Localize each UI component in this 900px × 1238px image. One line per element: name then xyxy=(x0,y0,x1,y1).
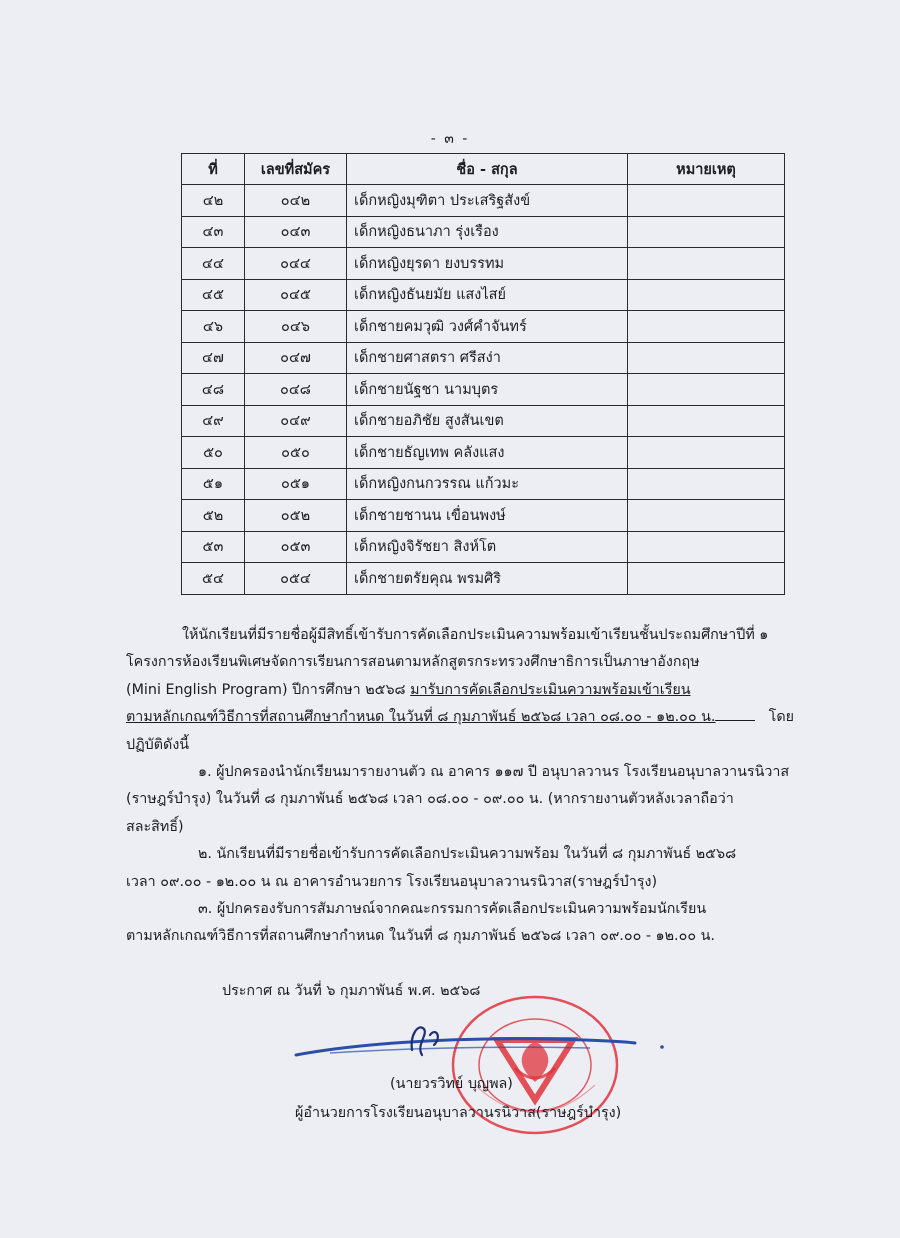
text-underlined: มารับการคัดเลือกประเมินความพร้อมเข้าเรียน xyxy=(410,681,691,698)
cell-remark xyxy=(628,500,785,532)
table-row xyxy=(182,563,785,595)
cell-no: ๔๔ xyxy=(182,248,245,280)
table-row xyxy=(182,374,785,406)
list-item: ๑. ผู้ปกครองนำนักเรียนมารายงานตัว ณ อาคาร ๑๑๗ ปี อนุบาลวานร โรงเรียนอนุบาลวานรนิวาส xyxy=(198,764,790,781)
header-application-no: เลขที่สมัคร xyxy=(245,154,347,185)
page-number: - ๓ - xyxy=(430,131,470,147)
cell-no: ๕๔ xyxy=(182,563,245,595)
cell-application-no: ๐๕๐ xyxy=(245,437,347,469)
cell-full-name: เด็กหญิงกนกวรรณ แก้วมะ xyxy=(347,468,628,500)
list-item-continued: สละสิทธิ์) xyxy=(126,818,184,835)
cell-remark xyxy=(628,468,785,500)
cell-full-name: เด็กชายศาสตรา ศรีสง่า xyxy=(347,342,628,374)
list-item: ๓. ผู้ปกครองรับการสัมภาษณ์จากคณะกรรมการคัดเลือกประเมินความพร้อมนักเรียน xyxy=(198,901,707,918)
cell-application-no: ๐๕๒ xyxy=(245,500,347,532)
cell-no: ๔๓ xyxy=(182,216,245,248)
table-row xyxy=(182,468,785,500)
cell-remark xyxy=(628,311,785,343)
cell-no: ๔๗ xyxy=(182,342,245,374)
cell-no: ๕๑ xyxy=(182,468,245,500)
paragraph-line: ปฏิบัติดังนี้ xyxy=(126,736,190,753)
cell-full-name: เด็กหญิงธันยมัย แสงไสย์ xyxy=(347,279,628,311)
cell-application-no: ๐๔๖ xyxy=(245,311,347,343)
cell-full-name: เด็กชายคมวุฒิ วงศ์คำจันทร์ xyxy=(347,311,628,343)
announcement-date: ประกาศ ณ วันที่ ๖ กุมภาพันธ์ พ.ศ. ๒๕๖๘ xyxy=(222,983,481,999)
table-row xyxy=(182,279,785,311)
cell-no: ๕๐ xyxy=(182,437,245,469)
cell-full-name: เด็กหญิงยุรดา ยงบรรทม xyxy=(347,248,628,280)
signer-name: (นายวรวิทย์ บุญพล) xyxy=(390,1076,513,1092)
cell-full-name: เด็กหญิงธนาภา รุ่งเรือง xyxy=(347,216,628,248)
cell-application-no: ๐๕๔ xyxy=(245,563,347,595)
cell-remark xyxy=(628,248,785,280)
cell-application-no: ๐๔๓ xyxy=(245,216,347,248)
cell-remark xyxy=(628,563,785,595)
cell-remark xyxy=(628,374,785,406)
cell-remark xyxy=(628,405,785,437)
table-row xyxy=(182,185,785,217)
signature-icon xyxy=(290,1015,670,1075)
instructions xyxy=(126,622,794,951)
cell-remark xyxy=(628,279,785,311)
cell-application-no: ๐๕๓ xyxy=(245,531,347,563)
cell-full-name: เด็กหญิงจิรัชยา สิงห์โต xyxy=(347,531,628,563)
cell-no: ๔๒ xyxy=(182,185,245,217)
paragraph-line: ให้นักเรียนที่มีรายชื่อผู้มีสิทธิ์เข้ารับการคัดเลือกประเมินความพร้อมเข้าเรียนชั้นประถมศึกษาปีที่ ๑ xyxy=(182,627,769,643)
cell-no: ๔๙ xyxy=(182,405,245,437)
applicant-table xyxy=(181,153,785,595)
cell-remark xyxy=(628,531,785,563)
header-no: ที่ xyxy=(182,154,245,185)
text-plain: โดย xyxy=(768,709,794,726)
table-row xyxy=(182,500,785,532)
paragraph-line xyxy=(126,704,794,731)
table-row xyxy=(182,437,785,469)
cell-application-no: ๐๔๗ xyxy=(245,342,347,374)
paragraph-line xyxy=(126,677,794,704)
table-body xyxy=(182,185,785,595)
cell-application-no: ๐๕๑ xyxy=(245,468,347,500)
list-item: ๒. นักเรียนที่มีรายชื่อเข้ารับการคัดเลือกประเมินความพร้อม ในวันที่ ๘ กุมภาพันธ์ ๒๕๖๘ xyxy=(198,846,737,863)
cell-remark xyxy=(628,216,785,248)
underline-blank xyxy=(715,706,755,721)
header-full-name: ชื่อ - สกุล xyxy=(347,154,628,185)
cell-no: ๕๒ xyxy=(182,500,245,532)
table-row xyxy=(182,248,785,280)
list-item-continued: ตามหลักเกณฑ์วิธีการที่สถานศึกษากำหนด ในวันที่ ๘ กุมภาพันธ์ ๒๕๖๘ เวลา ๐๙.๐๐ - ๑๒.๐๐ น. xyxy=(126,928,715,945)
cell-full-name: เด็กหญิงมุฑิตา ประเสริฐสังข์ xyxy=(347,185,628,217)
table-row xyxy=(182,342,785,374)
cell-application-no: ๐๔๔ xyxy=(245,248,347,280)
cell-remark xyxy=(628,342,785,374)
table-row xyxy=(182,405,785,437)
cell-remark xyxy=(628,185,785,217)
cell-remark xyxy=(628,437,785,469)
cell-no: ๔๕ xyxy=(182,279,245,311)
text-underlined: ตามหลักเกณฑ์วิธีการที่สถานศึกษากำหนด ในวันที่ ๘ กุมภาพันธ์ ๒๕๖๘ เวลา ๐๘.๐๐ - ๑๒.๐๐ น. xyxy=(126,709,716,726)
cell-full-name: เด็กชายธัญเทพ คลังแสง xyxy=(347,437,628,469)
table-row xyxy=(182,216,785,248)
cell-full-name: เด็กชายตรัยคุณ พรมศิริ xyxy=(347,563,628,595)
paragraph-line: โครงการห้องเรียนพิเศษจัดการเรียนการสอนตามหลักสูตรกระทรวงศึกษาธิการเป็นภาษาอังกฤษ xyxy=(126,654,700,671)
cell-application-no: ๐๔๘ xyxy=(245,374,347,406)
cell-application-no: ๐๔๕ xyxy=(245,279,347,311)
cell-no: ๕๓ xyxy=(182,531,245,563)
cell-full-name: เด็กชายอภิชัย สูงสันเขต xyxy=(347,405,628,437)
signer-title: ผู้อำนวยการโรงเรียนอนุบาลวานรนิวาส(ราษฎร์บำรุง) xyxy=(295,1105,622,1121)
text-plain: (Mini English Program) ปีการศึกษา ๒๕๖๘ xyxy=(126,681,411,698)
cell-full-name: เด็กชายนัฐชา นามบุตร xyxy=(347,374,628,406)
cell-full-name: เด็กชายชานน เขื่อนพงษ์ xyxy=(347,500,628,532)
table-row xyxy=(182,531,785,563)
cell-no: ๔๘ xyxy=(182,374,245,406)
table-header-row xyxy=(182,154,785,185)
header-remark: หมายเหตุ xyxy=(628,154,785,185)
table-row xyxy=(182,311,785,343)
list-item-continued: เวลา ๐๙.๐๐ - ๑๒.๐๐ น ณ อาคารอำนวยการ โรงเรียนอนุบาลวานรนิวาส(ราษฎร์บำรุง) xyxy=(126,873,658,890)
cell-application-no: ๐๔๒ xyxy=(245,185,347,217)
cell-application-no: ๐๔๙ xyxy=(245,405,347,437)
list-item-continued: (ราษฎร์บำรุง) ในวันที่ ๘ กุมภาพันธ์ ๒๕๖๘ เวลา ๐๘.๐๐ - ๐๙.๐๐ น. (หากรายงานตัวหลังเวลาถือว่า xyxy=(126,791,734,808)
cell-no: ๔๖ xyxy=(182,311,245,343)
